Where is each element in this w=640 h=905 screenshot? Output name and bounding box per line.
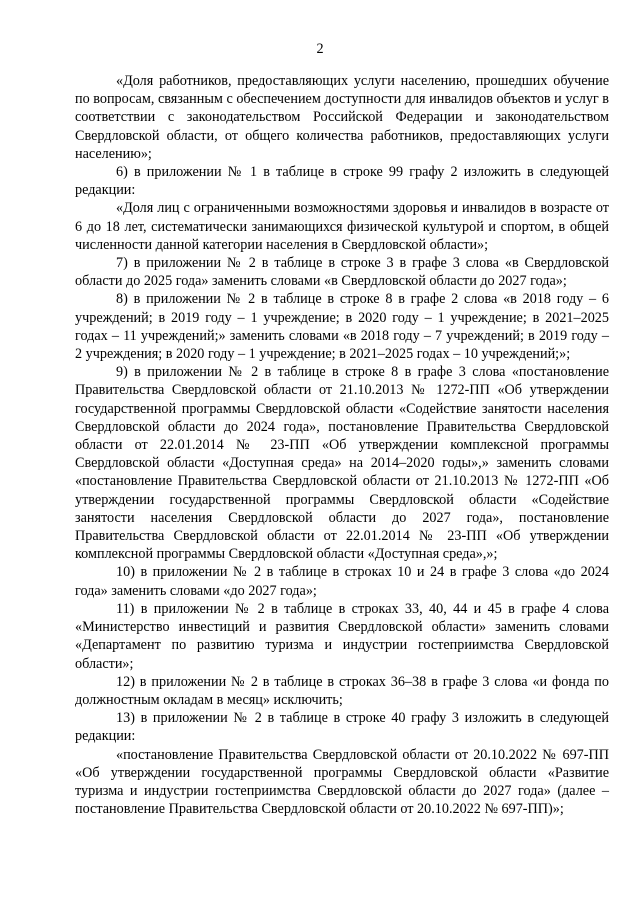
paragraph-quote-tourism-program: «постановление Правительства Свердловской области от 20.10.2022 № 697-ПП «Об утверждении государственной программы Свердловской области «Развитие туризма и индустрии гостеприимства Свердловской области до 2027 года» (далее – постановление Правительства Свердловской области от 20.10.2022 № 697-ПП)»; <box>75 746 609 818</box>
paragraph-item-8: 8) в приложении № 2 в таблице в строке 8 в графе 2 слова «в 2018 году – 6 учреждений; в 2019 году – 1 учреждение; в 2020 году – 1 учреждение; в 2021–2025 годах – 11 учреждений;» заменить словами «в 2018 году – 7 учреждений; в 2019 году – 2 учреждения; в 2020 году – 1 учреждение; в 2021–2025 годах – 10 учреждений;»; <box>75 291 609 363</box>
paragraph-item-10: 10) в приложении № 2 в таблице в строках 10 и 24 в графе 3 слова «до 2024 года» заменить словами «до 2027 года»; <box>75 564 609 599</box>
paragraph-item-9: 9) в приложении № 2 в таблице в строке 8 в графе 3 слова «постановление Правительства Свердловской области от 21.10.2013 № 1272-ПП «Об утверждении государственной программы Свердловской области «Содействие занятости населения Свердловской области до 2024 года», постановление Правительства Свердловской области от 22.01.2014 № 23-ПП «Об утверждении комплексной программы Свердловской области «Доступная среда» на 2014–2020 годы»,» заменить словами «постановление Правительства Свердловской области от 21.10.2013 № 1272-ПП «Об утверждении государственной программы Свердловской области «Содействие занятости населения Свердловской области до 2027 года», постановление Правительства Свердловской области от 22.01.2014 № 23-ПП «Об утверждении комплексной программы Свердловской области «Доступная среда»,»; <box>75 364 609 563</box>
paragraph-item-11: 11) в приложении № 2 в таблице в строках 33, 40, 44 и 45 в графе 4 слова «Министерство инвестиций и развития Свердловской области» заменить словами «Департамент по развитию туризма и индустрии гостеприимства Свердловской области»; <box>75 600 609 672</box>
paragraph-quote-disabled-sport: «Доля лиц с ограниченными возможностями здоровья и инвалидов в возрасте от 6 до 18 лет, систематически занимающихся физической культурой и спортом, в общей численности данной категории населения в Свердловской области»; <box>75 200 609 253</box>
paragraph-item-13: 13) в приложении № 2 в таблице в строке 40 графу 3 изложить в следующей редакции: <box>75 710 609 745</box>
paragraph-item-7: 7) в приложении № 2 в таблице в строке 3 в графе 3 слова «в Свердловской области до 2025 года» заменить словами «в Свердловской области до 2027 года»; <box>75 255 609 290</box>
document-body <box>75 72 609 818</box>
paragraph-item-12: 12) в приложении № 2 в таблице в строках 36–38 в графе 3 слова «и фонда по должностным окладам в месяц» исключить; <box>75 673 609 708</box>
page-number: 2 <box>316 41 324 57</box>
paragraph-quote-workers-share: «Доля работников, предоставляющих услуги населению, прошедших обучение по вопросам, связанным с обеспечением доступности для инвалидов объектов и услуг в соответствии с законодательством Российской Федерации и законодательством Свердловской области, от общего количества работников, предоставляющих услуги населению»; <box>75 73 609 162</box>
paragraph-item-6: 6) в приложении № 1 в таблице в строке 99 графу 2 изложить в следующей редакции: <box>75 164 609 199</box>
